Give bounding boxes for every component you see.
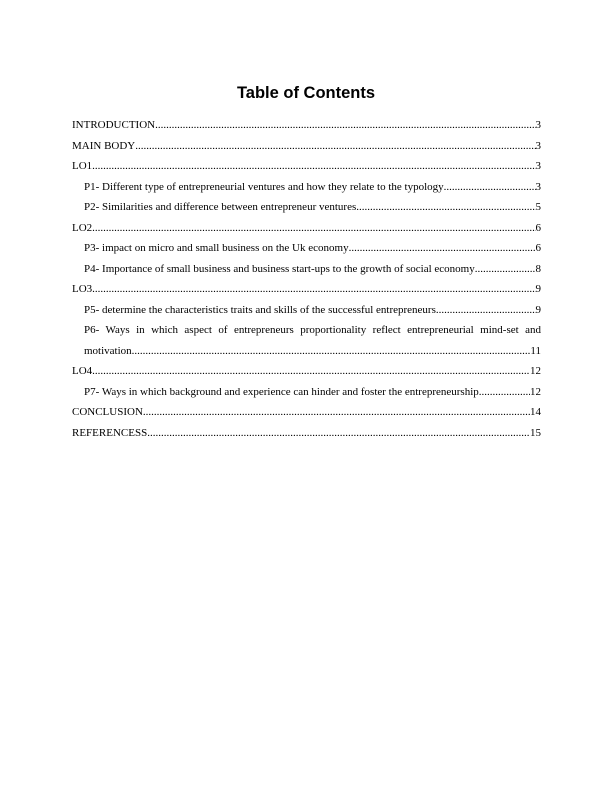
toc-entry-label: motivation: [84, 344, 132, 357]
toc-leader-dots: [92, 218, 535, 239]
toc-entry-label: LO3: [72, 283, 93, 295]
toc-entry-p5[interactable]: [72, 300, 541, 321]
toc-entry-label: REFERENCESS: [72, 426, 148, 439]
toc-entry-label: P5- determine the characteristics traits and skills of the successful entrepreneurs: [84, 303, 436, 316]
toc-entry-label: P2- Similarities and difference between entrepreneur ventures: [84, 201, 357, 213]
toc-entry-label: CONCLUSION: [72, 406, 143, 418]
toc-page-number: 8: [535, 262, 541, 275]
toc-page-number: 11: [530, 344, 541, 357]
toc-entry-label: P6- Ways in which aspect of entrepreneurs proportionality reflect entrepreneurial mind-set and: [84, 324, 541, 336]
toc-entry-label: LO1: [72, 160, 93, 172]
toc-entry-p4[interactable]: [72, 259, 541, 280]
toc-entry-lo1[interactable]: [72, 156, 541, 177]
toc-page-number: 9: [535, 283, 541, 295]
toc-page-number: 3: [535, 180, 541, 193]
toc-entry-p2[interactable]: [72, 197, 541, 218]
toc-leader-dots: [143, 402, 530, 423]
toc-entry-label: INTRODUCTION: [72, 119, 156, 131]
toc-leader-dots: [92, 361, 530, 382]
toc-entry-p3[interactable]: [72, 238, 541, 259]
toc-entry-p7[interactable]: [72, 382, 541, 403]
toc-page-number: 3: [535, 160, 541, 172]
toc-entry-lo3[interactable]: [72, 279, 541, 300]
toc-entry-label: P1- Different type of entrepreneurial ventures and how they relate to the typology: [84, 180, 444, 193]
toc-page-number: 5: [535, 201, 541, 213]
toc-page-number: 3: [535, 119, 541, 131]
toc-entry-label: LO2: [72, 221, 93, 234]
toc-entry-p1[interactable]: [72, 177, 541, 198]
toc-entry-references[interactable]: [72, 423, 541, 444]
toc-leader-dots: [475, 259, 536, 280]
toc-entry-label: P4- Importance of small business and business start-ups to the growth of social economy: [84, 262, 475, 275]
toc-page-number: 12: [530, 365, 541, 377]
toc-entry-p6-line2[interactable]: [72, 341, 541, 362]
toc-entry-lo4[interactable]: [72, 361, 541, 382]
toc-entry-lo2[interactable]: [72, 218, 541, 239]
page-title: Table of Contents: [236, 84, 376, 102]
toc-leader-dots: [155, 115, 535, 136]
toc-page-number: 14: [530, 406, 541, 418]
toc-entry-label: P7- Ways in which background and experience can hinder and foster the entrepreneurship: [84, 385, 479, 398]
toc-page-number: 12: [530, 385, 541, 398]
toc-page-number: 3: [535, 139, 541, 152]
toc-page-number: 6: [535, 221, 541, 234]
toc-page-number: 9: [535, 303, 541, 316]
toc-leader-dots: [356, 197, 535, 218]
toc-leader-dots: [349, 238, 536, 259]
toc-leader-dots: [92, 156, 535, 177]
toc-entry-introduction[interactable]: [72, 115, 541, 136]
toc-leader-dots: [132, 341, 531, 362]
toc-entry-main-body[interactable]: [72, 136, 541, 157]
toc-page-number: 15: [530, 426, 541, 439]
toc-entry-label: MAIN BODY: [72, 139, 136, 152]
toc-entry-label: LO4: [72, 365, 93, 377]
toc-leader-dots: [147, 423, 530, 444]
toc-leader-dots: [92, 279, 535, 300]
toc-page-number: 6: [535, 242, 541, 254]
toc-leader-dots: [135, 136, 535, 157]
toc-leader-dots: [444, 177, 536, 198]
toc-leader-dots: [479, 382, 530, 403]
toc-leader-dots: [436, 300, 536, 321]
toc-entry-p6-line1[interactable]: [72, 320, 541, 341]
toc-list: [72, 115, 541, 443]
toc-entry-label: P3- impact on micro and small business on the Uk economy: [84, 242, 349, 254]
toc-entry-conclusion[interactable]: [72, 402, 541, 423]
